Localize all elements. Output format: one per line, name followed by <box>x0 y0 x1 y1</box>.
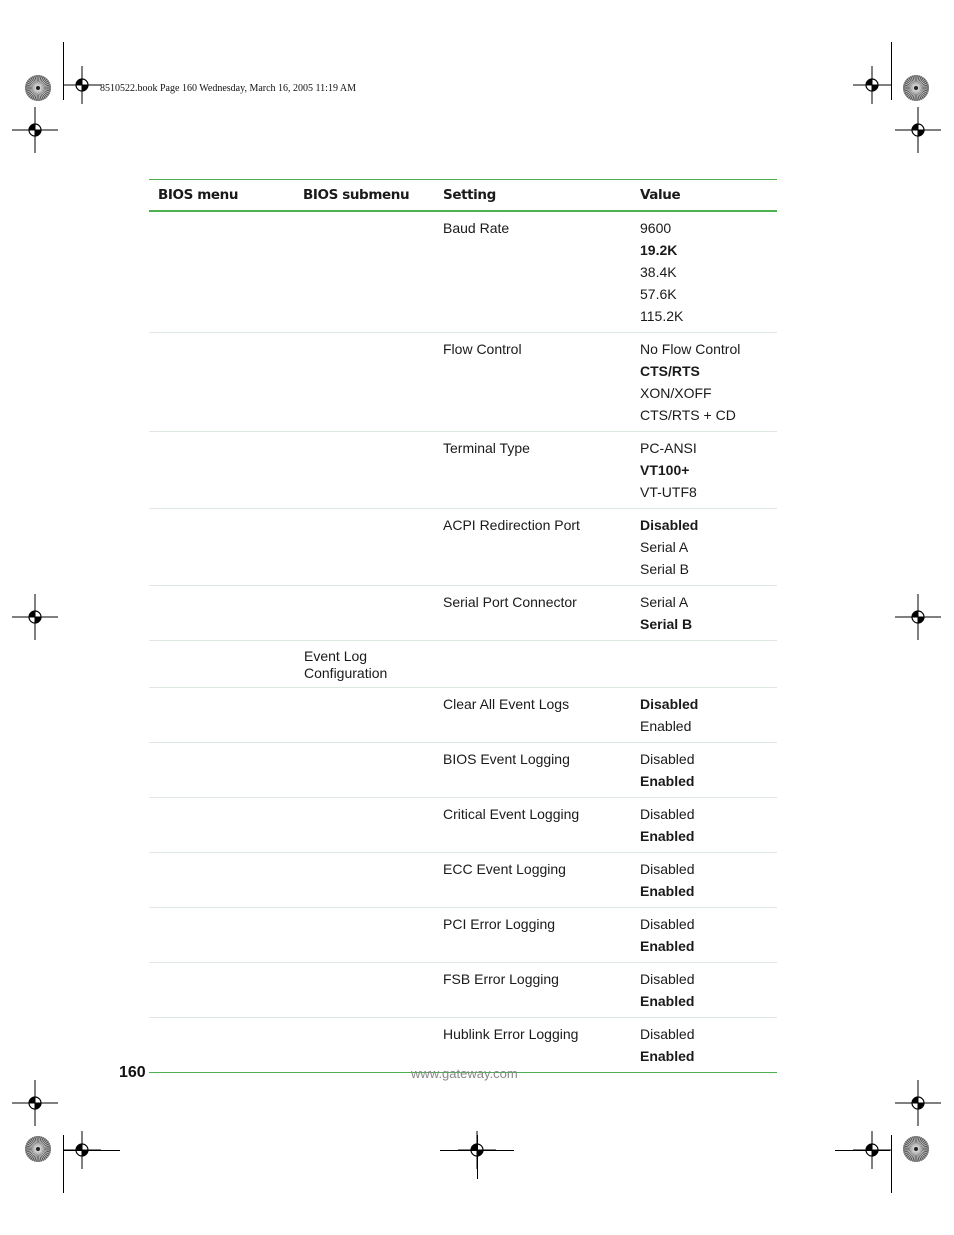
value-cell <box>631 211 777 333</box>
default-value-option: Serial B <box>640 616 693 632</box>
registration-target <box>853 66 891 104</box>
default-value-option: 19.2K <box>640 242 678 258</box>
value-option: Serial B <box>640 561 690 577</box>
value-option: 9600 <box>640 220 672 236</box>
setting-cell: Clear All Event Logs <box>434 688 631 743</box>
default-value-option: Enabled <box>640 828 695 844</box>
setting-cell: Terminal Type <box>434 432 631 509</box>
setting-cell: Flow Control <box>434 333 631 432</box>
submenu-cell <box>294 963 434 1018</box>
crop-line <box>891 42 892 100</box>
value-cell <box>631 641 777 688</box>
default-value-option: Enabled <box>640 993 695 1009</box>
table-row <box>149 1018 777 1073</box>
submenu-cell: Event Log Configuration <box>294 641 434 688</box>
value-option: 115.2K <box>640 308 684 324</box>
value-option: Disabled <box>640 1026 695 1042</box>
setting-cell: Serial Port Connector <box>434 586 631 641</box>
crop-line <box>835 1150 890 1151</box>
header-bios-submenu: BIOS submenu <box>294 180 434 212</box>
value-cell <box>631 509 777 586</box>
setting-cell: BIOS Event Logging <box>434 743 631 798</box>
table-row <box>149 963 777 1018</box>
value-cell <box>631 743 777 798</box>
page-number: 160 <box>119 1064 146 1081</box>
default-value-option: Disabled <box>640 696 699 712</box>
footer-url: www.gateway.com <box>411 1066 518 1081</box>
value-option: Serial A <box>640 594 689 610</box>
starburst-mark <box>901 1134 931 1164</box>
value-option: XON/XOFF <box>640 385 712 401</box>
value-cell <box>631 798 777 853</box>
submenu-cell <box>294 798 434 853</box>
value-option: Disabled <box>640 916 695 932</box>
setting-cell: ECC Event Logging <box>434 853 631 908</box>
table-row <box>149 688 777 743</box>
setting-cell: ACPI Redirection Port <box>434 509 631 586</box>
menu-cell <box>149 641 294 688</box>
value-option: No Flow Control <box>640 341 741 357</box>
registration-target <box>12 594 58 640</box>
menu-cell <box>149 798 294 853</box>
value-option: CTS/RTS + CD <box>640 407 736 423</box>
value-cell <box>631 1018 777 1073</box>
value-cell <box>631 432 777 509</box>
default-value-option: CTS/RTS <box>640 363 700 379</box>
menu-cell <box>149 211 294 333</box>
setting-cell: PCI Error Logging <box>434 908 631 963</box>
value-option: VT-UTF8 <box>640 484 697 500</box>
setting-cell: Hublink Error Logging <box>434 1018 631 1073</box>
starburst-mark <box>23 73 53 103</box>
value-cell <box>631 586 777 641</box>
value-option: Enabled <box>640 718 692 734</box>
menu-cell <box>149 333 294 432</box>
table-row <box>149 853 777 908</box>
value-option: Disabled <box>640 751 695 767</box>
value-option: Disabled <box>640 861 695 877</box>
submenu-cell <box>294 432 434 509</box>
setting-cell: FSB Error Logging <box>434 963 631 1018</box>
printer-slug: 8510522.book Page 160 Wednesday, March 16, 2005 11:19 AM <box>100 83 357 94</box>
registration-target <box>63 66 101 104</box>
setting-cell: Baud Rate <box>434 211 631 333</box>
starburst-mark <box>901 73 931 103</box>
starburst-mark <box>23 1134 53 1164</box>
value-option: Disabled <box>640 806 695 822</box>
crop-line <box>64 1150 120 1151</box>
submenu-cell <box>294 908 434 963</box>
value-cell <box>631 853 777 908</box>
table-body <box>149 211 777 1073</box>
menu-cell <box>149 1018 294 1073</box>
value-option: PC-ANSI <box>640 440 697 456</box>
menu-cell <box>149 432 294 509</box>
default-value-option: VT100+ <box>640 462 690 478</box>
submenu-cell <box>294 509 434 586</box>
submenu-cell <box>294 688 434 743</box>
menu-cell <box>149 853 294 908</box>
bios-settings-table-container <box>149 179 777 1073</box>
registration-target <box>895 594 941 640</box>
value-cell <box>631 908 777 963</box>
submenu-cell <box>294 743 434 798</box>
submenu-cell <box>294 333 434 432</box>
table-row <box>149 743 777 798</box>
value-option: 38.4K <box>640 264 677 280</box>
table-row <box>149 586 777 641</box>
value-cell <box>631 333 777 432</box>
table-row <box>149 509 777 586</box>
table-row <box>149 333 777 432</box>
table-row <box>149 908 777 963</box>
value-cell <box>631 963 777 1018</box>
table-header-row <box>149 180 777 212</box>
registration-target <box>12 1080 58 1126</box>
submenu-cell <box>294 211 434 333</box>
setting-cell <box>434 641 631 688</box>
submenu-cell <box>294 586 434 641</box>
menu-cell <box>149 586 294 641</box>
registration-target <box>12 107 58 153</box>
menu-cell <box>149 908 294 963</box>
header-value: Value <box>631 180 777 212</box>
menu-cell <box>149 688 294 743</box>
crop-line <box>891 1135 892 1193</box>
table-row <box>149 798 777 853</box>
submenu-cell <box>294 1018 434 1073</box>
submenu-cell <box>294 853 434 908</box>
value-option: 57.6K <box>640 286 677 302</box>
value-option: Disabled <box>640 971 695 987</box>
registration-target <box>895 1080 941 1126</box>
menu-cell <box>149 743 294 798</box>
bios-settings-table <box>149 179 777 1073</box>
crop-line <box>477 1135 478 1179</box>
registration-target <box>895 107 941 153</box>
menu-cell <box>149 963 294 1018</box>
value-cell <box>631 688 777 743</box>
default-value-option: Disabled <box>640 517 699 533</box>
menu-cell <box>149 509 294 586</box>
header-setting: Setting <box>434 180 631 212</box>
setting-cell: Critical Event Logging <box>434 798 631 853</box>
table-row <box>149 211 777 333</box>
table-row <box>149 432 777 509</box>
default-value-option: Enabled <box>640 938 695 954</box>
default-value-option: Enabled <box>640 1048 695 1064</box>
default-value-option: Enabled <box>640 883 695 899</box>
value-option: Serial A <box>640 539 689 555</box>
table-row <box>149 641 777 688</box>
header-bios-menu: BIOS menu <box>149 180 294 212</box>
default-value-option: Enabled <box>640 773 695 789</box>
